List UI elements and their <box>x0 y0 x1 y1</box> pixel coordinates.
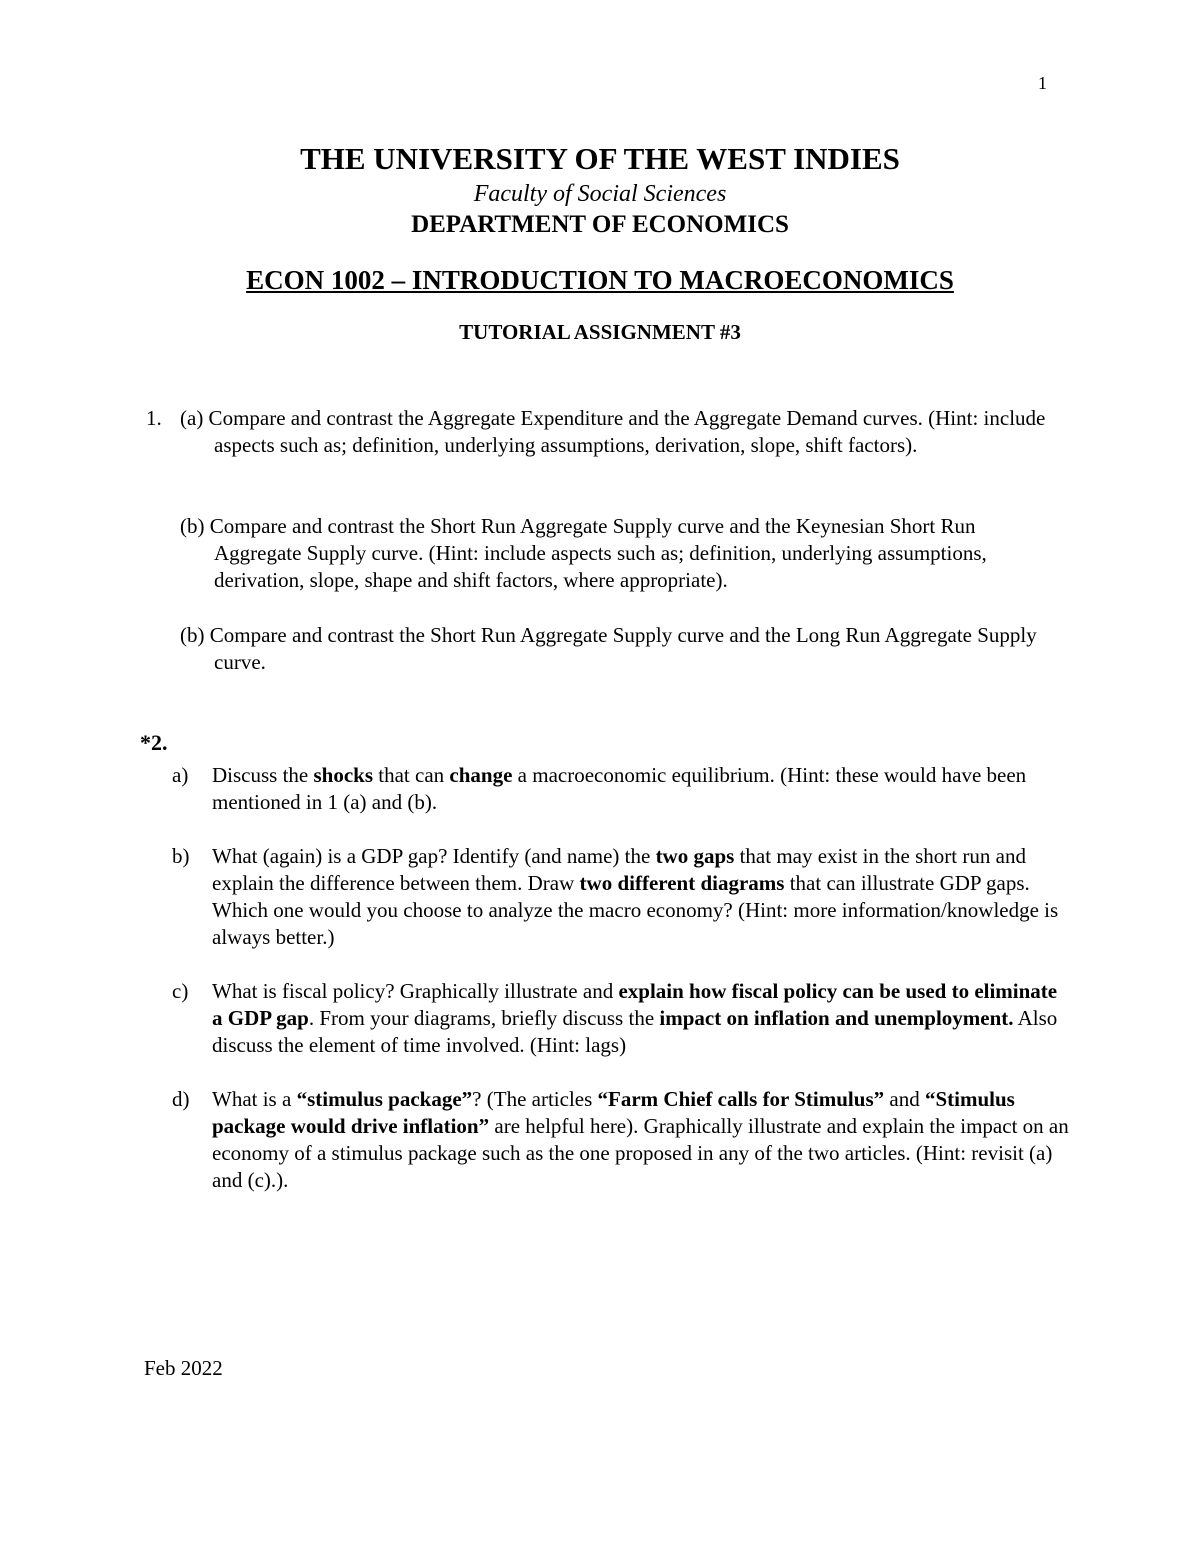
question-2b-text <box>212 843 1072 951</box>
text-run: ? (The articles <box>472 1087 598 1111</box>
assignment-title: TUTORIAL ASSIGNMENT #3 <box>459 320 741 344</box>
bold-run: explain how fiscal policy can be used to eliminate a GDP gap <box>212 979 1058 1030</box>
question-1c <box>180 622 1040 676</box>
text-run: a macroeconomic equilibrium. (Hint: these would have been mentioned in 1 (a) and (b). <box>212 763 1027 814</box>
bold-run: “stimulus package” <box>296 1087 473 1111</box>
document-date: Feb 2022 <box>144 1356 223 1380</box>
course-title: ECON 1002 – INTRODUCTION TO MACROECONOMICS <box>246 265 954 295</box>
bold-run: “Stimulus package would drive inflation” <box>212 1087 1015 1138</box>
text-run: that may exist in the short run and explain the difference between them. Draw <box>212 844 1026 895</box>
question-1a <box>180 405 1060 459</box>
bold-run: two different diagrams <box>579 871 785 895</box>
question-1-number: 1. <box>146 406 162 430</box>
text-run: What (again) is a GDP gap? Identify (and name) the <box>212 844 656 868</box>
text-run: and <box>884 1087 925 1111</box>
bold-run: “Farm Chief calls for Stimulus” <box>597 1087 885 1111</box>
bold-run: change <box>449 763 513 787</box>
question-2a-label: a) <box>172 763 189 787</box>
department-name: DEPARTMENT OF ECONOMICS <box>411 211 789 238</box>
text-run: Discuss <box>212 763 283 787</box>
question-1b-text: (b) Compare and contrast the Short Run Aggregate Supply curve and the Keynesian Short Run Aggregate Supply curve. (Hint: include aspects such as; definition, underlying assumptions, derivation, slope, shape and shift factors, where appropriate). <box>180 514 987 592</box>
text-run: the <box>282 763 314 787</box>
text-run: that can illustrate GDP gaps. Which one would you choose to analyze the macro economy? (Hint: more information/knowledge is always better.) <box>212 871 1059 949</box>
page-number: 1 <box>1038 73 1047 93</box>
question-2d-label: d) <box>172 1087 190 1111</box>
text-run: are helpful here). Graphically illustrate and explain the impact on an economy of a stimulus package such as the one proposed in any of the two articles. (Hint: revisit (a) and (c).). <box>212 1114 1069 1192</box>
bold-run: impact on inflation and unemployment. <box>659 1006 1014 1030</box>
bold-run: shocks <box>313 763 374 787</box>
question-2c-text <box>212 978 1072 1059</box>
question-2c-label: c) <box>172 979 189 1003</box>
question-2b-label: b) <box>172 844 190 868</box>
question-1a-text: (a) Compare and contrast the Aggregate Expenditure and the Aggregate Demand curves. (Hint: include aspects such as; definition, underlying assumptions, derivation, slope, shift factors). <box>180 406 1046 457</box>
faculty-name: Faculty of Social Sciences <box>473 181 727 207</box>
text-run: What is fiscal policy? Graphically illustrate and <box>212 979 619 1003</box>
bold-run: two gaps <box>655 844 735 868</box>
text-run: . From your diagrams, briefly discuss the <box>308 1006 660 1030</box>
text-run: What is a <box>212 1087 297 1111</box>
text-run: Also discuss the element of time involved. (Hint: lags) <box>212 1006 1058 1057</box>
question-2a-text <box>212 762 1072 816</box>
question-1c-text: (b) Compare and contrast the Short Run Aggregate Supply curve and the Long Run Aggregate Supply curve. <box>180 623 1037 674</box>
university-title: THE UNIVERSITY OF THE WEST INDIES <box>300 141 900 176</box>
text-run: that can <box>373 763 450 787</box>
question-2d-text <box>212 1086 1072 1194</box>
question-2-number: *2. <box>140 730 168 755</box>
question-1b <box>180 513 1040 594</box>
